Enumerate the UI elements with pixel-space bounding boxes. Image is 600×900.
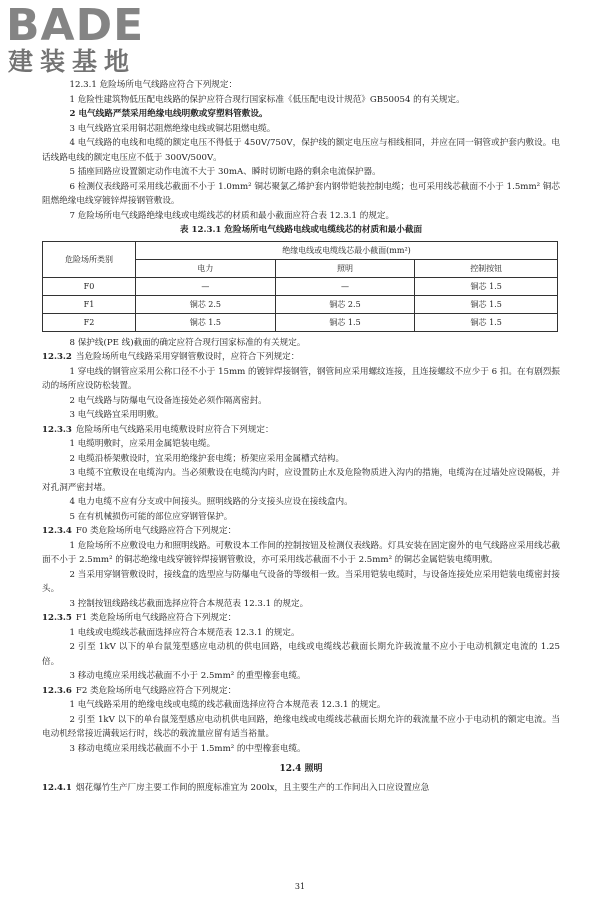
- section-12-3-2: [42, 350, 560, 365]
- clause-1-5: 5 插座回路应设置额定动作电流不大于 30mA、瞬时切断电路的剩余电流保护器。: [69, 167, 381, 177]
- clause-5-3: 3 移动电缆应采用线芯截面不小于 2.5mm² 的重型橡套电缆。: [69, 671, 306, 681]
- table-cell: 铜芯 1.5: [275, 313, 415, 331]
- logo-subtitle: 建装基地: [8, 47, 137, 76]
- clause-2-2: 2 电气线路与防爆电气设备连接处必须作隔离密封。: [69, 395, 267, 406]
- section-title: F1 类危险场所电气线路应符合下列规定：: [75, 613, 237, 623]
- table-row: [43, 295, 558, 313]
- material-table: [42, 241, 558, 332]
- clause-1-1: 1 危险性建筑物低压配电线路的保护应符合现行国家标准《低压配电设计规范》GB50054 的有关规定。: [69, 94, 465, 105]
- row-class: F1: [43, 295, 136, 313]
- table-caption: 表 12.3.1 危险场所电气线路电线或电缆线芯的材质和最小截面: [179, 225, 423, 235]
- section-title: 当危险场所电气线路采用穿钢管敷设时，应符合下列规定：: [75, 352, 300, 362]
- section-12-3-4: [42, 524, 560, 539]
- clause-4-1: 1 危险场所不应敷设电力和照明线路。可敷设本工作间的控制按钮及检测仪表线路。灯具安装在固定窗外的电气线路应采用线芯截面不小于 2.5mm² 的铜芯绝缘电线穿镀锌焊接钢管敷设，亦可采用线芯截面不小于 2.5mm² 的铜芯金属铠装电缆明敷。: [42, 540, 560, 565]
- section-text: 烟花爆竹生产厂房主要工作间的照度标准宜为 200lx，且主要生产的工作间出入口应设置应急: [75, 782, 430, 793]
- row-class: F0: [43, 277, 136, 295]
- clause-2-3: 3 电气线路宜采用明敷。: [69, 410, 164, 420]
- section-number: 12.3.4: [42, 526, 72, 536]
- document-page: [42, 78, 560, 795]
- table-row: [43, 277, 558, 295]
- clause-4-3: 3 控制按钮线路线芯截面选择应符合本规范表 12.3.1 的规定。: [69, 598, 309, 609]
- clause-3-2: 2 电缆沿桥架敷设时，宜采用绝缘护套电缆；桥架应采用金属槽式结构。: [69, 453, 345, 464]
- brand-logo: [6, 0, 145, 76]
- section-intro: 12.3.1 危险场所电气线路应符合下列规定：: [69, 80, 238, 90]
- section-number: 12.3.5: [42, 613, 72, 623]
- col-header-control: 控制按钮: [415, 259, 558, 277]
- clause-2-1: 1 穿电线的钢管应采用公称口径不小于 15mm 的镀锌焊接钢管，钢管间应采用螺纹连接，且连接螺纹不应少于 6 扣。在有剧烈振动的场所应设防松装置。: [42, 366, 560, 391]
- clause-3-1: 1 电缆明敷时，应采用金属铠装电缆。: [69, 439, 216, 449]
- page-number: 31: [294, 882, 306, 891]
- table-cell: —: [136, 277, 276, 295]
- col-header-power: 电力: [136, 259, 276, 277]
- clause-1-6: 6 检测仪表线路可采用线芯截面不小于 1.0mm² 铜芯聚氯乙烯护套内钢带铠装控制电缆；也可采用线芯截面不小于 1.5mm² 铜芯阻燃绝缘电线穿镀锌焊接钢管敷设。: [42, 181, 560, 206]
- section-number: 12.4.1: [42, 782, 72, 793]
- clause-6-3: 3 移动电缆应采用线芯截面不小于 1.5mm² 的中型橡套电缆。: [69, 743, 306, 754]
- clause-5-1: 1 电线或电缆线芯截面选择应符合本规范表 12.3.1 的规定。: [69, 627, 300, 638]
- clause-6-1: 1 电气线路采用的绝缘电线或电缆的线芯截面选择应符合本规范表 12.3.1 的规定。: [69, 700, 386, 710]
- table-cell: 铜芯 1.5: [415, 313, 558, 331]
- clause-3-4: 4 电力电缆不应有分支或中间接头。照明线路的分支接头应设在接线盒内。: [69, 497, 353, 507]
- section-number: 12.3.6: [42, 685, 72, 696]
- table-cell: 铜芯 2.5: [275, 295, 415, 313]
- clause-4-2: 2 当采用穿钢管敷设时，接线盒的选型应与防爆电气设备的等级相一致。当采用铠装电缆时，与设备连接处应采用铠装电缆密封接头。: [42, 569, 560, 594]
- col-header-lighting: 照明: [275, 259, 415, 277]
- chapter-heading: 12.4 照明: [279, 764, 323, 774]
- section-number: 12.3.2: [42, 352, 72, 362]
- table-row: [43, 313, 558, 331]
- clause-5-2: 2 引至 1kV 以下的单台鼠笼型感应电动机的供电回路，电线或电缆线芯截面长期允许载流量不应小于电动机额定电流的 1.25 倍。: [42, 642, 560, 667]
- clause-1-8: 8 保护线(PE 线)截面的确定应符合现行国家标准的有关规定。: [69, 337, 306, 348]
- table-corner-header: 危险场所类别: [43, 241, 136, 277]
- section-12-4-1: [42, 781, 560, 796]
- section-title: F0 类危险场所电气线路应符合下列规定：: [75, 526, 237, 536]
- clause-3-5: 5 在有机械损伤可能的部位应穿钢管保护。: [69, 511, 233, 522]
- section-title: 危险场所电气线路采用电缆敷设时应符合下列规定：: [75, 424, 274, 435]
- table-cell: —: [275, 277, 415, 295]
- clause-3-3: 3 电缆不宜敷设在电缆沟内。当必须敷设在电缆沟内时，应设置防止水及危险物质进入沟内的措施，电缆沟在过墙处应设隔板，并对孔洞严密封堵。: [42, 468, 560, 493]
- row-class: F2: [43, 313, 136, 331]
- table-cell: 铜芯 1.5: [415, 277, 558, 295]
- clause-1-2: 2 电气线路严禁采用绝缘电线明敷或穿塑料管敷设。: [69, 109, 268, 119]
- section-12-3-3: [42, 423, 560, 438]
- logo-brand: BADE: [6, 0, 145, 51]
- section-12-3-6: [42, 684, 560, 699]
- section-number: 12.3.3: [42, 424, 72, 435]
- clause-1-3: 3 电气线路宜采用铜芯阻燃绝缘电线或铜芯阻燃电缆。: [69, 123, 276, 134]
- section-title: F2 类危险场所电气线路应符合下列规定：: [75, 685, 237, 696]
- section-12-3-5: [42, 611, 560, 626]
- table-cell: 铜芯 2.5: [136, 295, 276, 313]
- clause-6-2: 2 引至 1kV 以下的单台鼠笼型感应电动机供电回路，绝缘电线或电缆线芯截面长期允许的载流量不应小于电动机的额定电流。当电动机经常接近满载运行时，线芯的载流量应留有适当裕量。: [42, 714, 560, 739]
- clause-1-4: 4 电气线路的电线和电缆的额定电压不得低于 450V/750V，保护线的额定电压应与相线相同，并应在同一铜管或护套内敷设。电话线路电线的额定电压应不低于 300V/500V。: [42, 138, 560, 163]
- clause-1-7: 7 危险场所电气线路绝缘电线或电缆线芯的材质和最小截面应符合表 12.3.1 的规定。: [69, 210, 395, 221]
- table-cell: 铜芯 1.5: [415, 295, 558, 313]
- table-cell: 铜芯 1.5: [136, 313, 276, 331]
- table-group-header: 绝缘电线或电缆线芯最小截面(mm²): [136, 241, 558, 259]
